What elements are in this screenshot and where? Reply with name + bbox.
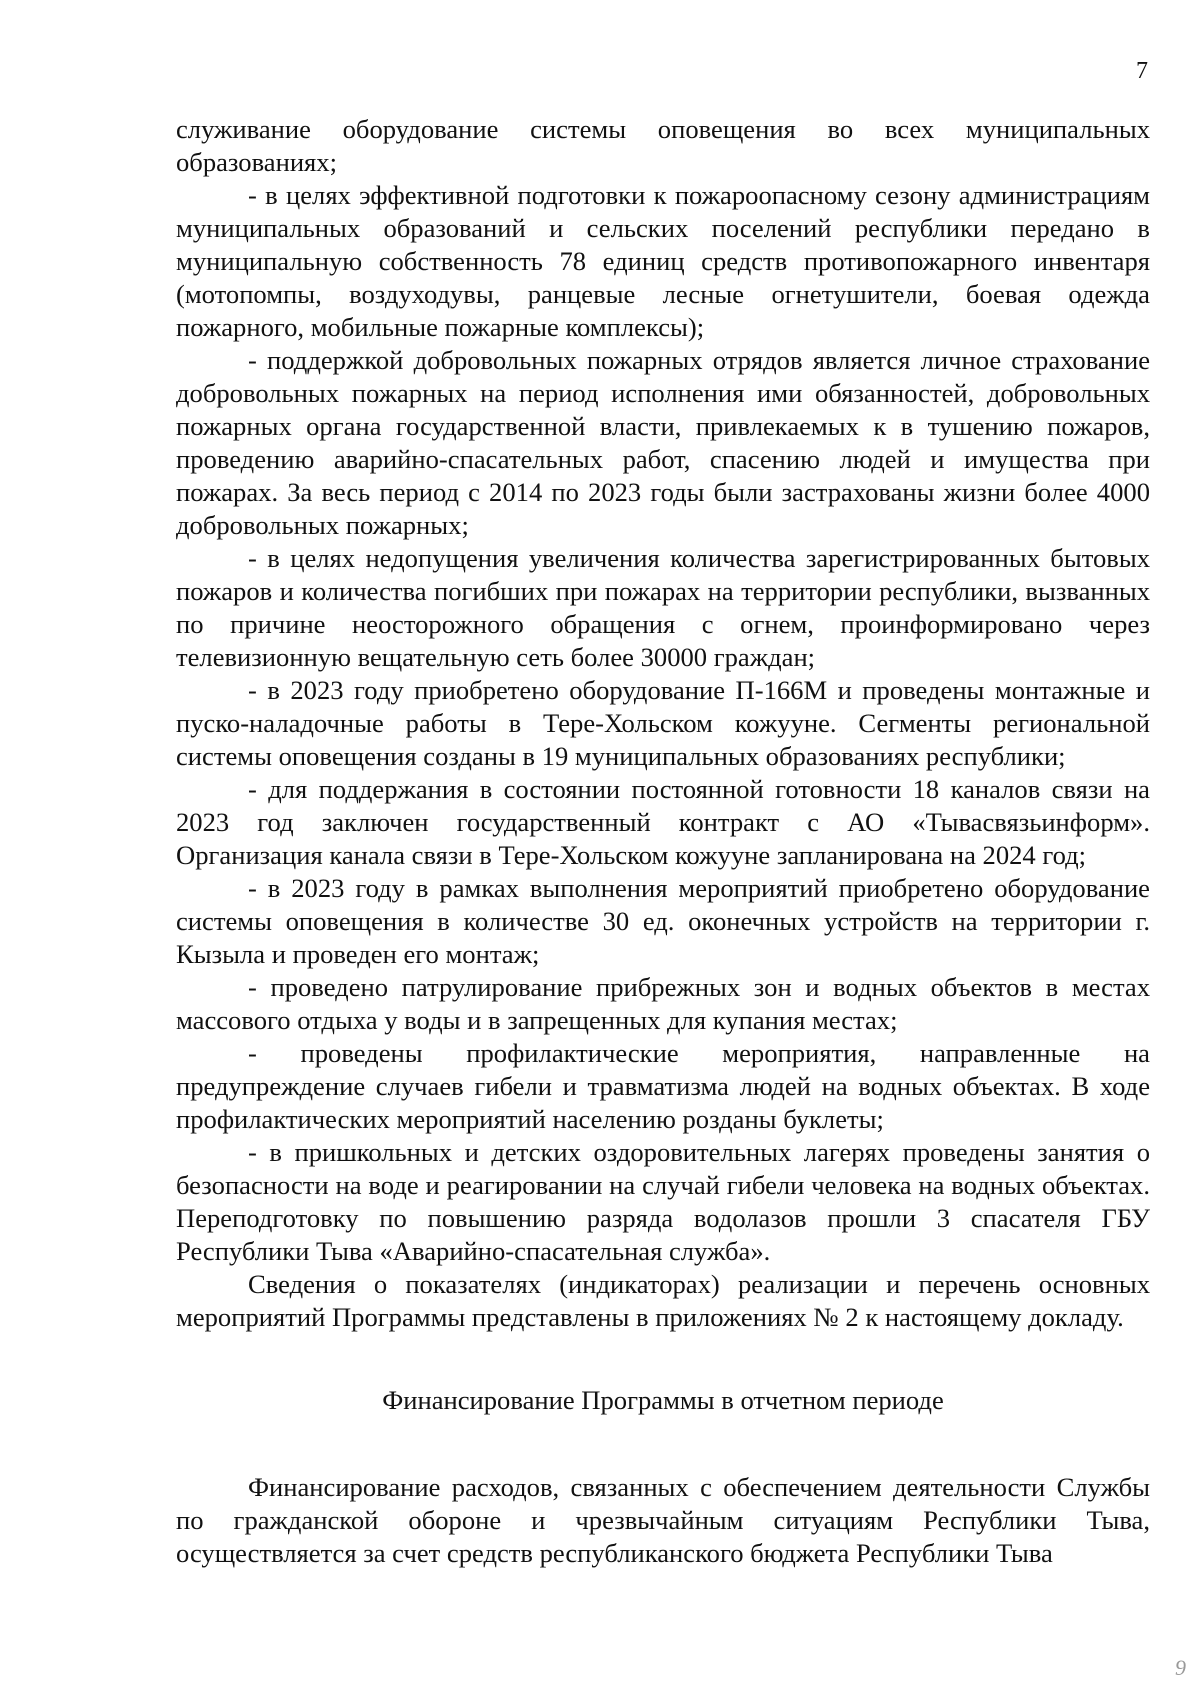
paragraph-camp-training: - в пришкольных и детских оздоровительных лагерях проведены занятия о безопасности на воде и реагировании на случай гибели человека на водных объектах. Переподготовку по повышению разряда водолазов прошли 3 спасателя ГБУ Республики Тыва «Аварийно-спасательная служба». bbox=[176, 1137, 1150, 1266]
paragraph-kyzyl-warning-system: - в 2023 году в рамках выполнения мероприятий приобретено оборудование системы оповещения в количестве 30 ед. оконечных устройств на территории г. Кызыла и проведен его монтаж; bbox=[176, 873, 1150, 969]
paragraph-household-fires: - в целях недопущения увеличения количества зарегистрированных бытовых пожаров и количества погибших при пожарах на территории республики, вызванных по причине неосторожного обращения с огнем, проинформировано через телевизионную вещательную сеть более 30000 граждан; bbox=[176, 543, 1150, 672]
paragraph-coastal-patrol: - проведено патрулирование прибрежных зон и водных объектов в местах массового отдыха у воды и в запрещенных для купания местах; bbox=[176, 972, 1150, 1035]
paragraph-indicators-reference: Сведения о показателях (индикаторах) реализации и перечень основных мероприятий Программы представлены в приложениях № 2 к настоящему докладу. bbox=[176, 1269, 1150, 1332]
paragraph-communication-channels: - для поддержания в состоянии постоянной готовности 18 каналов связи на 2023 год заключен государственный контракт с АО «Тывасвязьинформ». Организация канала связи в Тере-Хольском кожууне запланирована на 2024 год; bbox=[176, 774, 1150, 870]
page-number: 7 bbox=[1136, 58, 1148, 84]
corner-mark: 9 bbox=[1175, 1655, 1186, 1680]
document-body bbox=[176, 113, 1150, 1570]
paragraph-p166m-equipment: - в 2023 году приобретено оборудование П-166М и проведены монтажные и пуско-наладочные работы в Тере-Хольском кожууне. Сегменты региональной системы оповещения созданы в 19 муниципальных образованиях республики; bbox=[176, 675, 1150, 771]
section-heading: Финансирование Программы в отчетном периоде bbox=[382, 1385, 944, 1415]
paragraph-continuation: служивание оборудование системы оповещения во всех муниципальных образованиях; bbox=[176, 114, 1150, 177]
paragraph-prevention-measures: - проведены профилактические мероприятия, направленные на предупреждение случаев гибели и травматизма людей на водных объектах. В ходе профилактических мероприятий населению розданы буклеты; bbox=[176, 1038, 1150, 1134]
paragraph-fire-inventory: - в целях эффективной подготовки к пожароопасному сезону администрациям муниципальных образований и сельских поселений республики передано в муниципальную собственность 78 единиц средств противопожарного инвентаря (мотопомпы, воздуходувы, ранцевые лесные огнетушители, боевая одежда пожарного, мобильные пожарные комплексы); bbox=[176, 180, 1150, 342]
paragraph-volunteer-insurance: - поддержкой добровольных пожарных отрядов является личное страхование добровольных пожарных на период исполнения ими обязанностей, добровольных пожарных органа государственной власти, привлекаемых к в тушению пожаров, проведению аварийно-спасательных работ, спасению людей и имущества при пожарах. За весь период с 2014 по 2023 годы были застрахованы жизни более 4000 добровольных пожарных; bbox=[176, 345, 1150, 540]
paragraph-financing: Финансирование расходов, связанных с обеспечением деятельности Службы по гражданской обороне и чрезвычайным ситуациям Республики Тыва, осуществляется за счет средств республиканского бюджета Республики Тыва bbox=[176, 1472, 1150, 1568]
